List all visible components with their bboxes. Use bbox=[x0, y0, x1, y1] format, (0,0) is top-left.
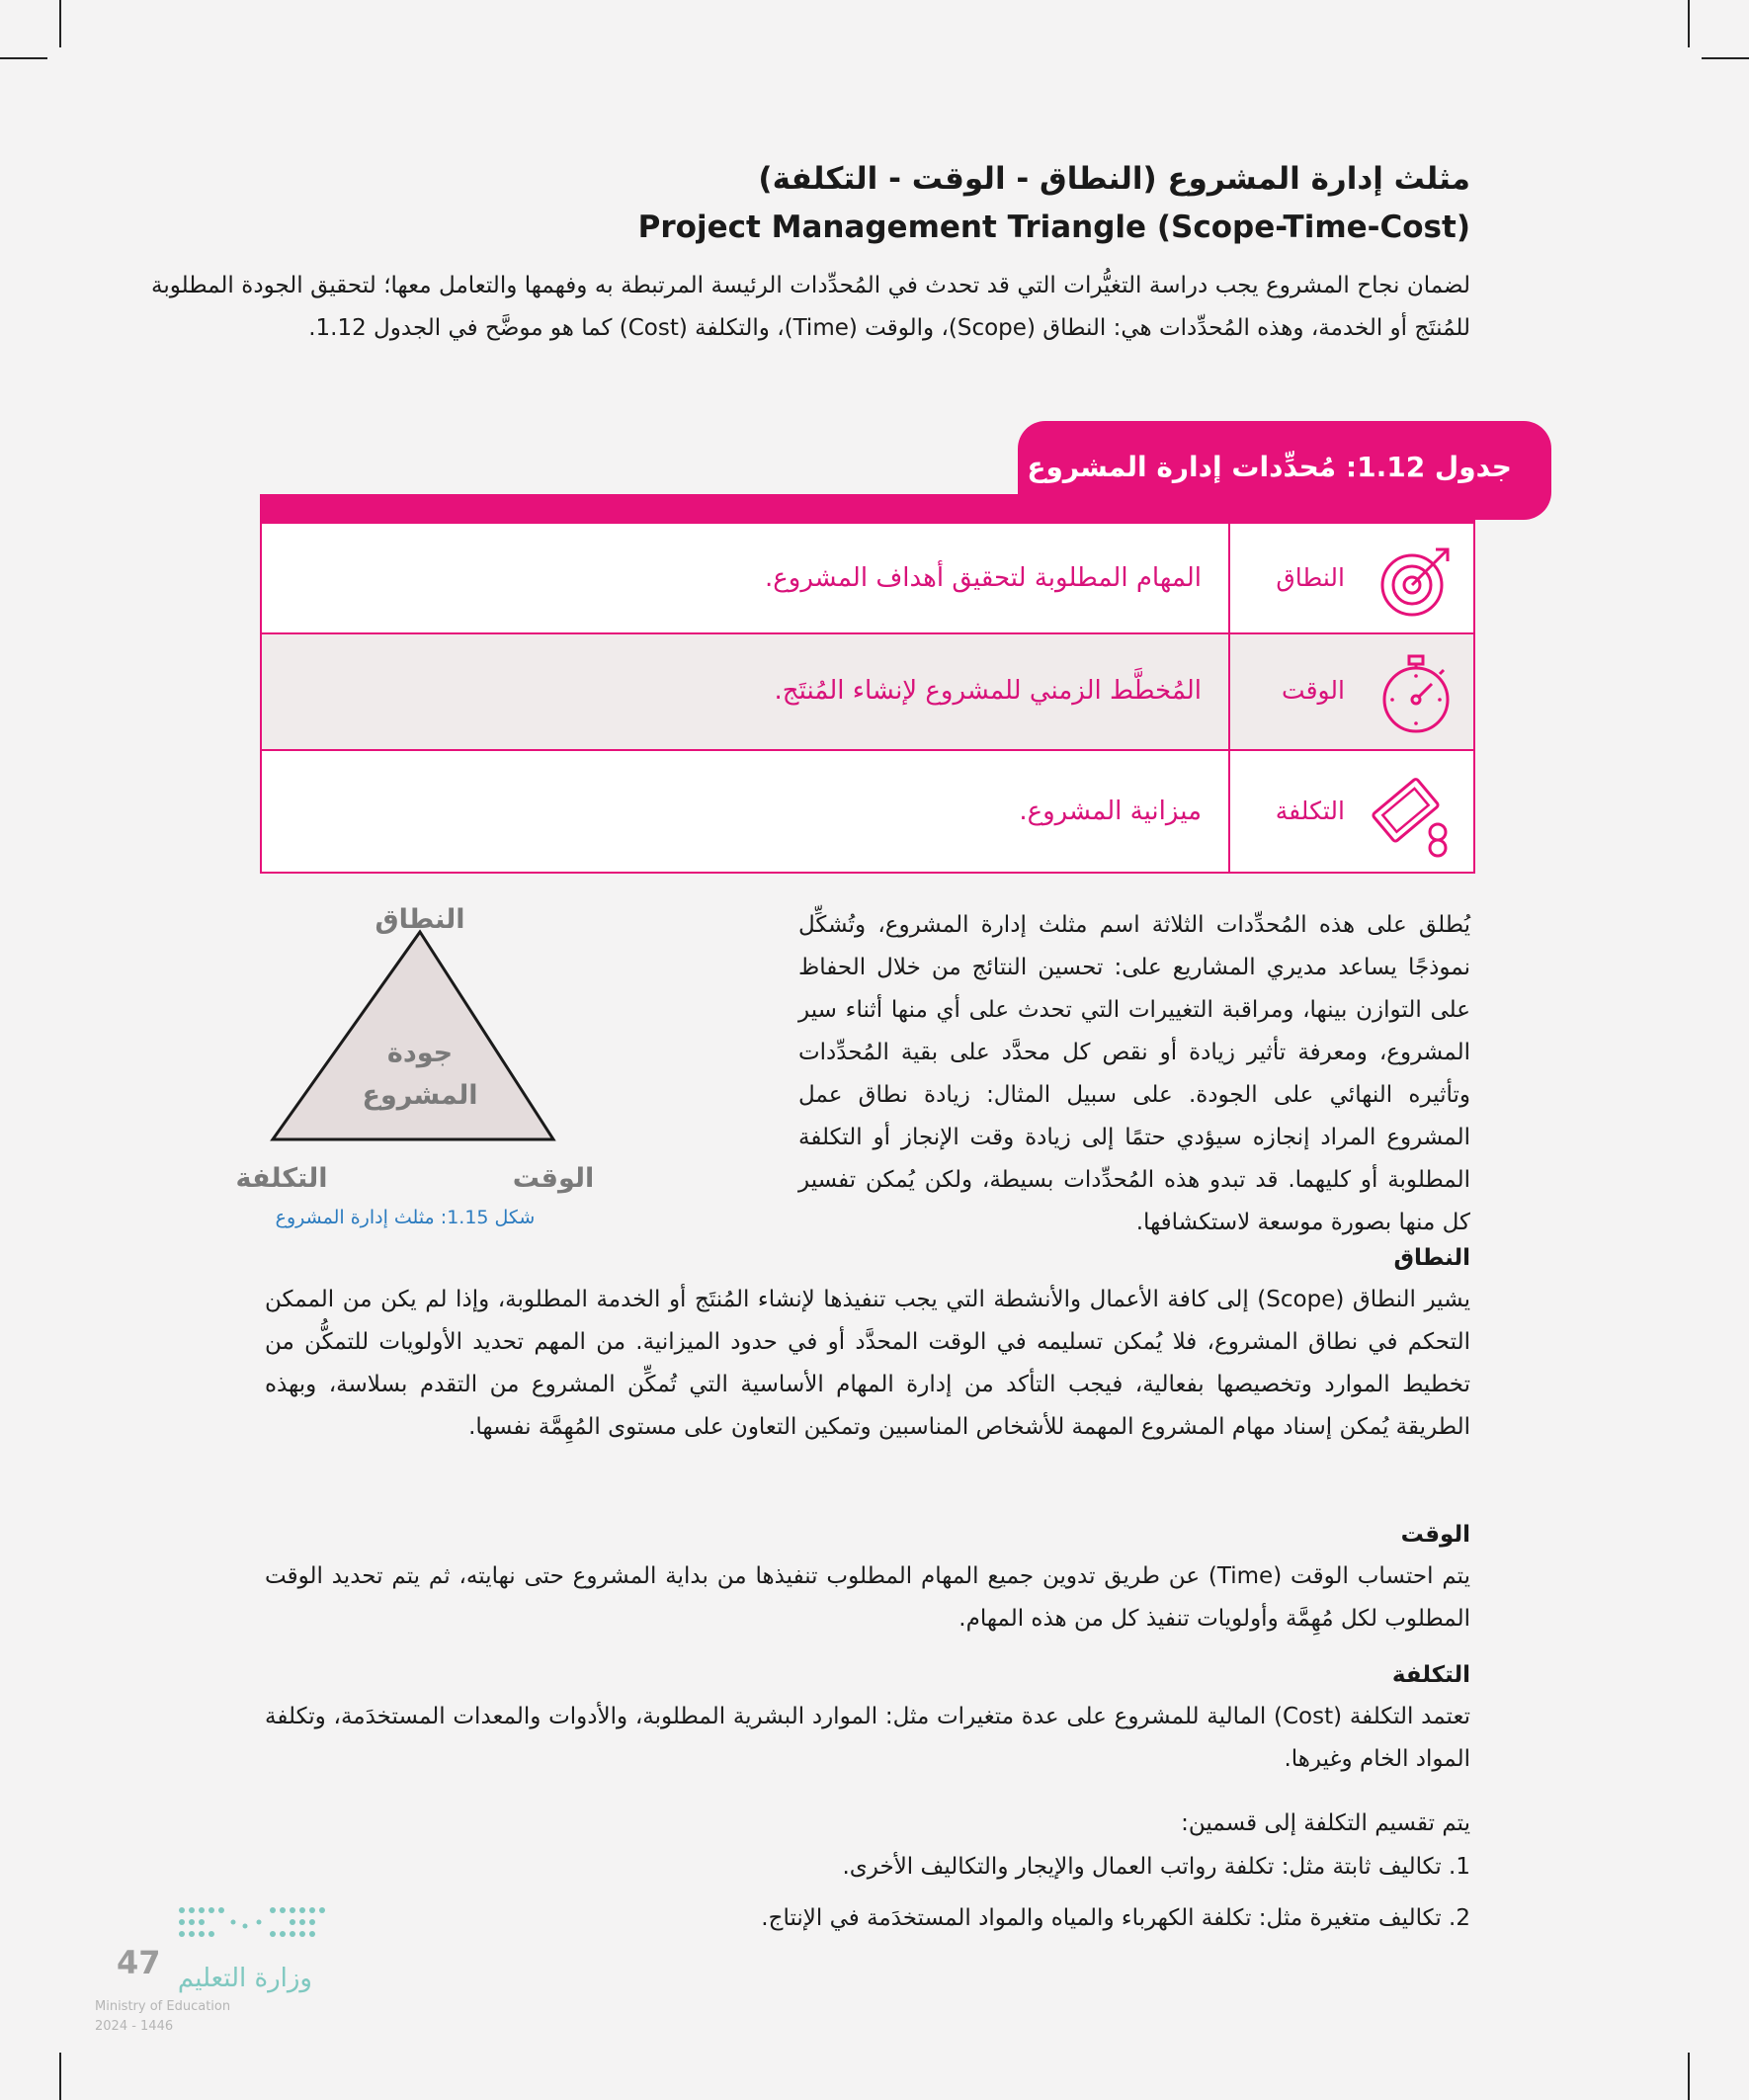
logo-dots-icon bbox=[174, 1902, 332, 1950]
term-label: الوقت bbox=[1282, 676, 1345, 705]
cost-heading: التكلفة bbox=[1391, 1662, 1470, 1688]
crop-mark bbox=[0, 57, 47, 59]
crop-mark bbox=[1702, 57, 1749, 59]
cost-text: تعتمد التكلفة (Cost) المالية للمشروع على عدة متغيرات مثل: الموارد البشرية المطلوبة، والأدوات والمعدات المستخدَمة، وتكلفة المواد الخام وغيرها. bbox=[265, 1704, 1470, 1772]
crop-mark bbox=[1688, 2053, 1690, 2100]
table-row bbox=[262, 751, 1473, 872]
time-heading: الوقت bbox=[1400, 1522, 1470, 1548]
heading-english: Project Management Triangle (Scope-Time-Cost) bbox=[637, 210, 1470, 245]
crop-mark bbox=[59, 0, 61, 47]
year-label: 2024 - 1446 bbox=[95, 2019, 174, 2034]
triangle-paragraph: يُطلق على هذه المُحدِّدات الثلاثة اسم مثلث إدارة المشروع، وتُشكِّل نموذجًا يساعد مديري المشاريع على: تحسين النتائج من خلال الحفاظ على التوازن بينها، ومراقبة التغييرات التي تحدث على أي منها أثناء سير المشروع، ومعرفة تأثير زيادة أو نقص كل محدَّد على بقية المُحدِّدات وتأثيره النهائي على الجودة. على سبيل المثال: زيادة نطاق عمل المشروع المراد إنجازه سيؤدي حتمًا إلى زيادة وقت الإنجاز أو التكلفة المطلوبة أو كليهما. قد تبدو هذه المُحدِّدات بسيطة، ولكن يُمكن تفسير كل منها بصورة موسعة لاستكشافها. bbox=[798, 912, 1470, 1235]
ministry-logo bbox=[95, 1902, 332, 2051]
table-title: جدول 1.12: مُحدِّدات إدارة المشروع bbox=[1018, 421, 1551, 520]
money-icon bbox=[1371, 767, 1454, 862]
ministry-name-ar: وزارة التعليم bbox=[177, 1964, 312, 1993]
constraints-table bbox=[260, 494, 1475, 874]
triangle-center-label-1: جودة bbox=[386, 1038, 454, 1068]
triangle-cost-label: التكلفة bbox=[235, 1163, 328, 1194]
term-cell bbox=[1228, 634, 1473, 749]
term-description: ميزانية المشروع. bbox=[1019, 797, 1202, 826]
term-cell bbox=[1228, 524, 1473, 632]
term-description: المُخطَّط الزمني للمشروع لإنشاء المُنتَج. bbox=[774, 676, 1202, 706]
term-cell bbox=[1228, 751, 1473, 872]
stopwatch-icon bbox=[1378, 652, 1454, 739]
term-description: المهام المطلوبة لتحقيق أهداف المشروع. bbox=[765, 563, 1202, 593]
scope-text: يشير النطاق (Scope) إلى كافة الأعمال والأنشطة التي يجب تنفيذها لإنشاء المُنتَج أو الخدمة المطلوبة، وإذا لم يكن من الممكن التحكم في نطاق المشروع، فلا يُمكن تسليمه في الوقت المحدَّد أو في حدود الميزانية. من المهم تحديد الأولويات للتمكُّن من تخطيط الموارد وتخصيصها بفعالية، فيجب التأكد من إدارة المهام الأساسية التي تُمكِّن المشروع من التقدم بسلاسة، وبهذه الطريقة يُمكن إسناد مهام المشروع المهمة للأشخاص المناسبين وتمكين التعاون على مستوى المُهِمَّة نفسها. bbox=[265, 1287, 1470, 1440]
cost-divide-intro: يتم تقسيم التكلفة إلى قسمين: bbox=[1181, 1810, 1470, 1836]
table-row bbox=[262, 634, 1473, 751]
list-item: 2. تكاليف متغيرة مثل: تكلفة الكهرباء والمياه والمواد المستخدَمة في الإنتاج. bbox=[761, 1905, 1470, 1931]
term-label: النطاق bbox=[1276, 563, 1345, 592]
list-item: 1. تكاليف ثابتة مثل: تكلفة رواتب العمال والإيجار والتكاليف الأخرى. bbox=[842, 1854, 1470, 1880]
ministry-name-en: Ministry of Education bbox=[95, 1999, 231, 2014]
heading-arabic: مثلث إدارة المشروع (النطاق - الوقت - التكلفة) bbox=[758, 161, 1470, 197]
scope-heading: النطاق bbox=[1393, 1245, 1470, 1271]
triangle-top-label: النطاق bbox=[375, 904, 465, 935]
triangle-figure bbox=[227, 904, 623, 1240]
crop-mark bbox=[1688, 0, 1690, 47]
crop-mark bbox=[59, 2053, 61, 2100]
time-text: يتم احتساب الوقت (Time) عن طريق تدوين جميع المهام المطلوب تنفيذها من بداية المشروع حتى نهايته، ثم يتم تحديد الوقت المطلوب لكل مُهِمَّة وأولويات تنفيذ كل من هذه المهام. bbox=[265, 1563, 1471, 1632]
page-number: 47 bbox=[117, 1944, 161, 1981]
table-row bbox=[262, 524, 1473, 634]
figure-caption: شكل 1.15: مثلث إدارة المشروع bbox=[275, 1207, 536, 1228]
intro-paragraph: لضمان نجاح المشروع يجب دراسة التغيُّرات التي قد تحدث في المُحدِّدات الرئيسة المرتبطة به وفهمها والتعامل معها؛ لتحقيق الجودة المطلوبة للمُنتَج أو الخدمة، وهذه المُحدِّدات هي: النطاق (Scope)، والوقت (Time)، والتكلفة (Cost) كما هو موضَّح في الجدول 1.12. bbox=[151, 273, 1470, 341]
term-label: التكلفة bbox=[1275, 797, 1345, 825]
target-icon bbox=[1378, 544, 1454, 623]
triangle-center-label-2: المشروع bbox=[362, 1080, 478, 1111]
triangle-time-label: الوقت bbox=[512, 1163, 595, 1194]
